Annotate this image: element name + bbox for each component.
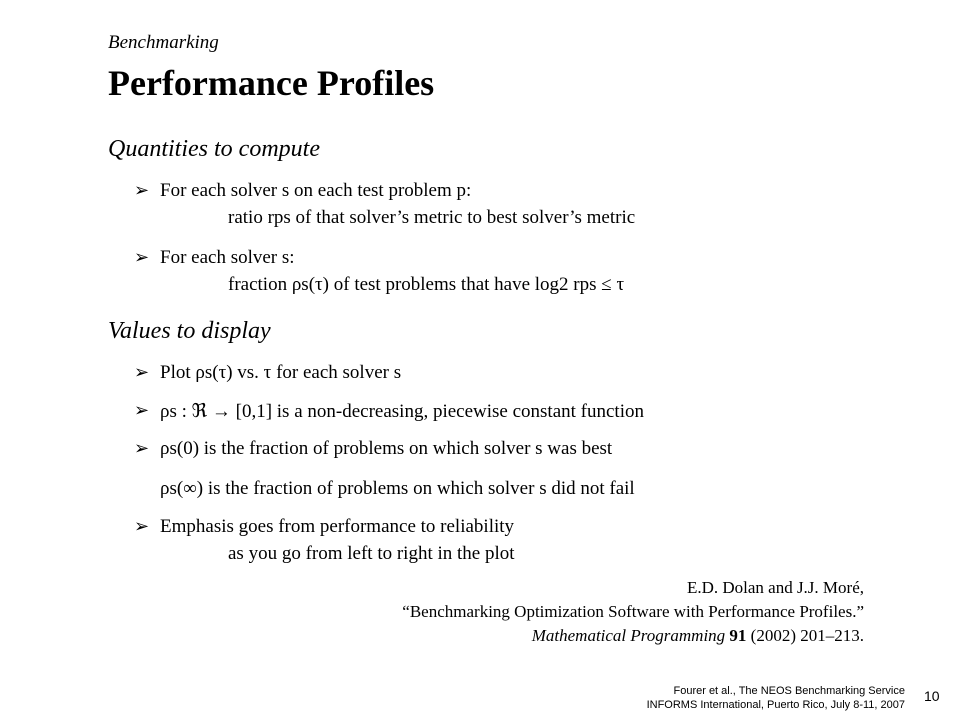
bullet-text: ρs : ℜ → [0,1] is a non-decreasing, piecewise constant function [160, 401, 644, 422]
bullet-subline-fraction: fraction ρs(τ) of test problems that have log2 rps ≤ τ [228, 274, 625, 295]
section-heading-quantities: Quantities to compute [108, 136, 320, 162]
footer-line-2: INFORMS International, Puerto Rico, July 8-11, 2007 [646, 699, 905, 711]
reference-journal-name: Mathematical Programming [531, 626, 726, 645]
bullet-text: Plot ρs(τ) vs. τ for each solver s [160, 362, 402, 383]
reference-paper-title: “Benchmarking Optimization Software with Performance Profiles.” [402, 602, 864, 621]
bullet-emphasis [134, 516, 515, 538]
bullet-text: Emphasis goes from performance to reliability [160, 516, 515, 537]
section-heading-values: Values to display [108, 318, 271, 344]
arrow-bullet-icon: ➢ [134, 400, 150, 420]
bullet-subline-ratio: ratio rps of that solver’s metric to best solver’s metric [228, 207, 636, 228]
bullet-solver-problem [134, 180, 472, 202]
bullet-best [134, 438, 613, 460]
bullet-subline-direction: as you go from left to right in the plot [228, 543, 515, 564]
footer-line-1: Fourer et al., The NEOS Benchmarking Service [673, 685, 905, 697]
bullet-nondecreasing [134, 400, 644, 423]
bullet-subline-notfail: ρs(∞) is the fraction of problems on which solver s did not fail [160, 478, 635, 499]
bullet-text: ρs(0) is the fraction of problems on which solver s was best [160, 438, 613, 459]
bullet-solver [134, 247, 295, 269]
reference-details: (2002) 201–213. [750, 626, 864, 645]
reference-volume: 91 [729, 626, 747, 645]
arrow-bullet-icon: ➢ [134, 438, 150, 458]
arrow-bullet-icon: ➢ [134, 362, 150, 382]
footer-source [647, 684, 905, 712]
reference-journal [532, 626, 864, 646]
bullet-plot [134, 362, 402, 384]
slide-title: Performance Profiles [108, 63, 435, 103]
arrow-bullet-icon: ➢ [134, 516, 150, 536]
arrow-bullet-icon: ➢ [134, 247, 150, 267]
bullet-text: For each solver s on each test problem p: [160, 180, 472, 201]
slide-kicker: Benchmarking [108, 32, 219, 53]
reference-authors: E.D. Dolan and J.J. Moré, [686, 578, 864, 597]
page-number: 10 [924, 688, 940, 704]
bullet-text: For each solver s: [160, 247, 295, 268]
arrow-bullet-icon: ➢ [134, 180, 150, 200]
